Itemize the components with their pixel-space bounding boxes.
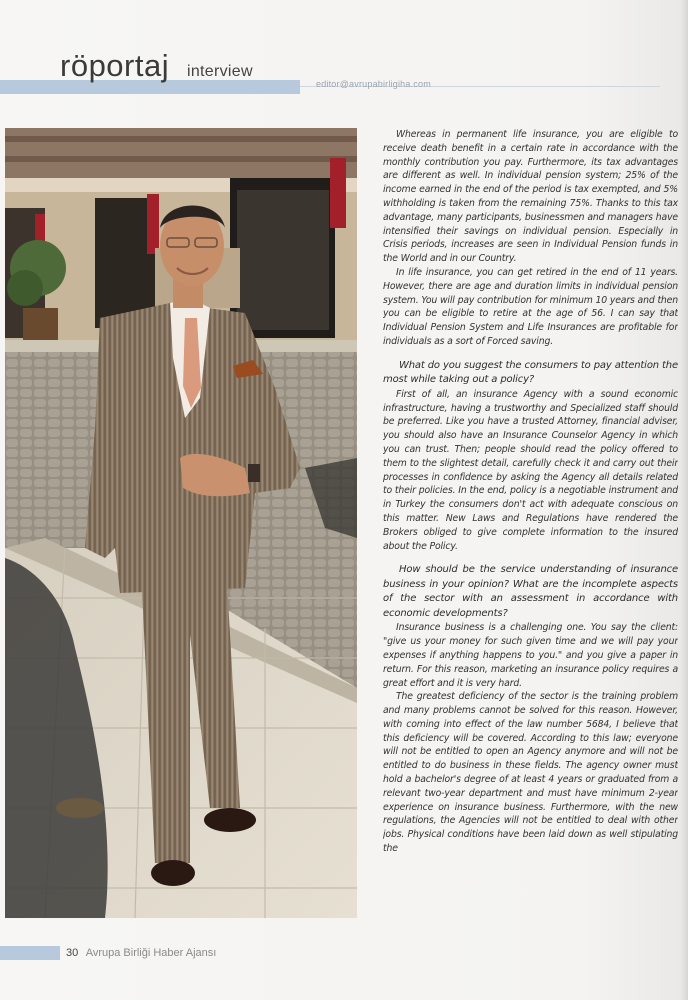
article-paragraph: In life insurance, you can get retired in the end of 11 years. However, there are age and duration limits in individual pension system. You will pay contribution for minimum 10 years and then you can be eligible to retire at the age of 56. I can say that Individual Pension System and Life Insurances are profitable for individuals as a sort of Forced saving. (383, 266, 678, 347)
interview-photo (5, 128, 357, 918)
editor-email: editor@avrupabirligiha.com (316, 79, 431, 89)
interview-question: What do you suggest the consumers to pay attention the most while taking out a policy? (383, 359, 678, 386)
article-column (383, 128, 678, 920)
footer-accent-bar (0, 946, 60, 960)
section-title: röportaj (60, 48, 170, 83)
article-paragraph: Whereas in permanent life insurance, you are eligible to receive death benefit in a certain rate in accordance with the monthly contribution you pay. Furthermore, its tax advantages are different as well. In individual pension system; 25% of the income earned in the end of the period is tax exempted, and 5% withholding is taken from the remaining 75%. Thanks to this tax advantage, many participants, businessmen and managers have intensified their savings on individual pension. Especially in Crisis periods, increases are seen in Individual Pension funds in the World and in our Country. (383, 129, 678, 265)
interview-question: How should be the service understanding of insurance business in your opinion? What are the incomplete aspects of the sector with an assessment in accordance with economic developments? (383, 564, 678, 619)
article-paragraph: First of all, an insurance Agency with a sound economic infrastructure, having a trustworthy and Specialized staff should be preferred. Like you have a trusted Attorney, financial adviser, you should also have an Insurance Counselor Agency in which you can trust. Then; people should read the policy offered to them to the slightest detail, carefully check it and carry out their processes in confidence by asking the Agency all details related to their policies. In the end, policy is a negotiable instrument and in Turkey the consumers don't act with adequate conscious on this matter. New Laws and Regulations have rendered the Brokers obliged to give complete information to the insured about the Policy. (383, 388, 678, 552)
page-footer (66, 947, 216, 959)
page-number: 30 (66, 947, 79, 959)
page-edge-shadow (680, 0, 688, 1000)
section-subtitle: interview (187, 63, 253, 80)
article-paragraph: The greatest deficiency of the sector is the training problem and many problems cannot be solved for this reason. However, with coming into effect of the law number 5684, I believe that this deficiency will be covered. According to this law; everyone will not be entitled to open an Agency anymore and will not be entitled to do business in these fields. The agency owner must hold a bachelor's degree of at least 4 years or graduated from a relevant two-year department and must have minimum 2-year experience on insurance business. Furthermore, with the new regulations, the Agencies will not be entitled to deal with other jobs. Physical conditions have been laid down as well stipulating the (383, 691, 678, 855)
publication-name: Avrupa Birliği Haber Ajansı (85, 947, 217, 959)
article-paragraph: Insurance business is a challenging one. You say the client: "give us your money for such given time and we will pay your expenses if anything happens to you." and you give a paper in return. For this reason, marketing an insurance policy requires a great effort and it is very hard. (383, 622, 678, 689)
